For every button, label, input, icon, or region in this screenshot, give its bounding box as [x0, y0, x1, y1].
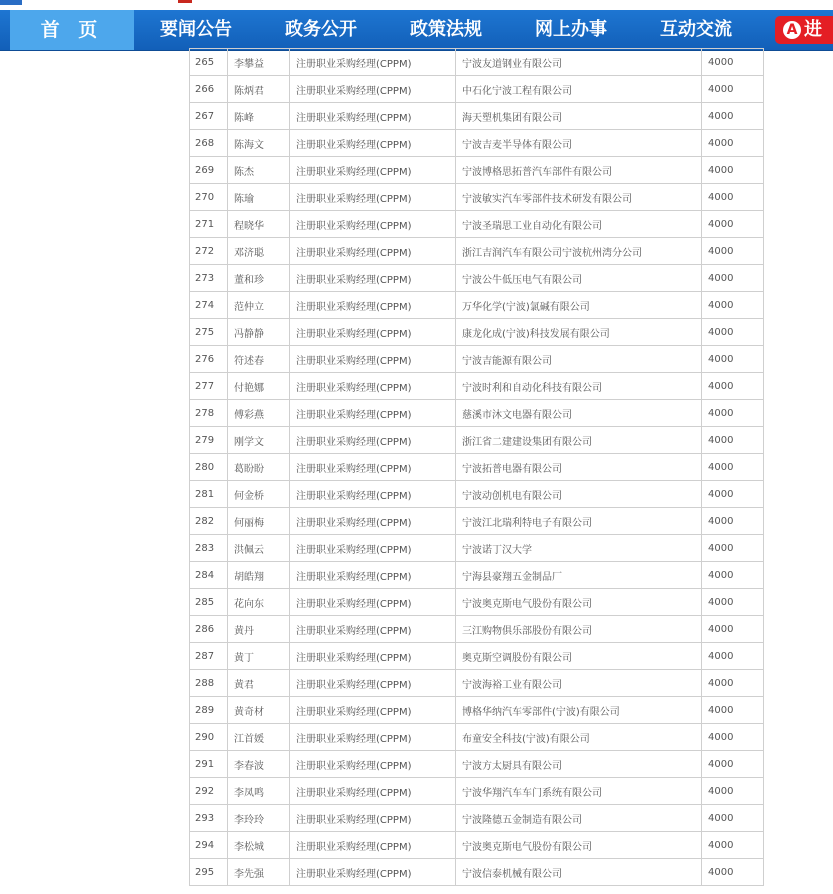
company-cell: 宁波拓普电器有限公司 — [456, 454, 702, 481]
company-cell: 慈溪市沐文电器有限公司 — [456, 400, 702, 427]
qualification-cell: 注册职业采购经理(CPPM) — [290, 319, 456, 346]
row-number-cell: 270 — [190, 184, 228, 211]
qualification-cell: 注册职业采购经理(CPPM) — [290, 76, 456, 103]
results-table-body — [190, 49, 764, 886]
amount-cell: 4000 — [702, 508, 764, 535]
amount-cell: 4000 — [702, 697, 764, 724]
qualification-cell: 注册职业采购经理(CPPM) — [290, 427, 456, 454]
name-cell: 葛盼盼 — [228, 454, 290, 481]
qualification-cell: 注册职业采购经理(CPPM) — [290, 373, 456, 400]
amount-cell: 4000 — [702, 157, 764, 184]
row-number-cell: 292 — [190, 778, 228, 805]
name-cell: 陈瑜 — [228, 184, 290, 211]
amount-cell: 4000 — [702, 427, 764, 454]
amount-cell: 4000 — [702, 616, 764, 643]
company-cell: 宁波奥克斯电气股份有限公司 — [456, 832, 702, 859]
table-row — [190, 103, 764, 130]
qualification-cell: 注册职业采购经理(CPPM) — [290, 292, 456, 319]
row-number-cell: 266 — [190, 76, 228, 103]
amount-cell: 4000 — [702, 373, 764, 400]
amount-cell: 4000 — [702, 724, 764, 751]
name-cell: 黄丹 — [228, 616, 290, 643]
enter-icon: A — [783, 21, 801, 39]
table-row — [190, 49, 764, 76]
qualification-cell: 注册职业采购经理(CPPM) — [290, 103, 456, 130]
qualification-cell: 注册职业采购经理(CPPM) — [290, 157, 456, 184]
table-row — [190, 805, 764, 832]
row-number-cell: 285 — [190, 589, 228, 616]
amount-cell: 4000 — [702, 265, 764, 292]
name-cell: 付艳娜 — [228, 373, 290, 400]
company-cell: 宁波博格思拓普汽车部件有限公司 — [456, 157, 702, 184]
qualification-cell: 注册职业采购经理(CPPM) — [290, 238, 456, 265]
qualification-cell: 注册职业采购经理(CPPM) — [290, 481, 456, 508]
table-row — [190, 454, 764, 481]
nav-home[interactable]: 首 页 — [10, 10, 134, 50]
results-table-container — [189, 48, 764, 886]
name-cell: 邓济聪 — [228, 238, 290, 265]
company-cell: 宁波圣瑞思工业自动化有限公司 — [456, 211, 702, 238]
company-cell: 浙江省二建建设集团有限公司 — [456, 427, 702, 454]
company-cell: 宁波海裕工业有限公司 — [456, 670, 702, 697]
amount-cell: 4000 — [702, 49, 764, 76]
amount-cell: 4000 — [702, 805, 764, 832]
row-number-cell: 291 — [190, 751, 228, 778]
table-row — [190, 832, 764, 859]
row-number-cell: 284 — [190, 562, 228, 589]
amount-cell: 4000 — [702, 319, 764, 346]
name-cell: 花向东 — [228, 589, 290, 616]
qualification-cell: 注册职业采购经理(CPPM) — [290, 211, 456, 238]
name-cell: 李玲玲 — [228, 805, 290, 832]
row-number-cell: 273 — [190, 265, 228, 292]
qualification-cell: 注册职业采购经理(CPPM) — [290, 130, 456, 157]
name-cell: 黄丁 — [228, 643, 290, 670]
company-cell: 宁波信泰机械有限公司 — [456, 859, 702, 886]
table-row — [190, 292, 764, 319]
row-number-cell: 269 — [190, 157, 228, 184]
row-number-cell: 280 — [190, 454, 228, 481]
name-cell: 何金桥 — [228, 481, 290, 508]
table-row — [190, 535, 764, 562]
amount-cell: 4000 — [702, 670, 764, 697]
amount-cell: 4000 — [702, 589, 764, 616]
nav-item-interaction[interactable]: 互动交流 — [660, 19, 732, 40]
company-cell: 宁波诺丁汉大学 — [456, 535, 702, 562]
enter-button[interactable] — [775, 16, 833, 44]
company-cell: 博格华纳汽车零部件(宁波)有限公司 — [456, 697, 702, 724]
qualification-cell: 注册职业采购经理(CPPM) — [290, 265, 456, 292]
table-row — [190, 157, 764, 184]
name-cell: 李春波 — [228, 751, 290, 778]
table-row — [190, 76, 764, 103]
qualification-cell: 注册职业采购经理(CPPM) — [290, 535, 456, 562]
company-cell: 浙江吉润汽车有限公司宁波杭州湾分公司 — [456, 238, 702, 265]
row-number-cell: 268 — [190, 130, 228, 157]
nav-item-news[interactable]: 要闻公告 — [160, 19, 232, 40]
amount-cell: 4000 — [702, 292, 764, 319]
company-cell: 宁波江北瑞利特电子有限公司 — [456, 508, 702, 535]
name-cell: 江首媛 — [228, 724, 290, 751]
row-number-cell: 278 — [190, 400, 228, 427]
company-cell: 海天塑机集团有限公司 — [456, 103, 702, 130]
table-row — [190, 319, 764, 346]
row-number-cell: 272 — [190, 238, 228, 265]
table-row — [190, 589, 764, 616]
amount-cell: 4000 — [702, 751, 764, 778]
qualification-cell: 注册职业采购经理(CPPM) — [290, 562, 456, 589]
table-row — [190, 697, 764, 724]
nav-item-policy[interactable]: 政策法规 — [410, 19, 482, 40]
table-row — [190, 427, 764, 454]
company-cell: 宁波动创机电有限公司 — [456, 481, 702, 508]
name-cell: 陈杰 — [228, 157, 290, 184]
name-cell: 刚学文 — [228, 427, 290, 454]
qualification-cell: 注册职业采购经理(CPPM) — [290, 400, 456, 427]
qualification-cell: 注册职业采购经理(CPPM) — [290, 697, 456, 724]
qualification-cell: 注册职业采购经理(CPPM) — [290, 184, 456, 211]
name-cell: 李松城 — [228, 832, 290, 859]
company-cell: 布童安全科技(宁波)有限公司 — [456, 724, 702, 751]
company-cell: 宁波敏实汽车零部件技术研发有限公司 — [456, 184, 702, 211]
table-row — [190, 508, 764, 535]
table-row — [190, 724, 764, 751]
company-cell: 宁海县豪翔五金制品厂 — [456, 562, 702, 589]
name-cell: 洪佩云 — [228, 535, 290, 562]
amount-cell: 4000 — [702, 130, 764, 157]
row-number-cell: 279 — [190, 427, 228, 454]
nav-item-gov-affairs[interactable]: 政务公开 — [285, 19, 357, 40]
qualification-cell: 注册职业采购经理(CPPM) — [290, 589, 456, 616]
amount-cell: 4000 — [702, 346, 764, 373]
name-cell: 范仲立 — [228, 292, 290, 319]
qualification-cell: 注册职业采购经理(CPPM) — [290, 724, 456, 751]
amount-cell: 4000 — [702, 832, 764, 859]
qualification-cell: 注册职业采购经理(CPPM) — [290, 508, 456, 535]
amount-cell: 4000 — [702, 481, 764, 508]
name-cell: 黄君 — [228, 670, 290, 697]
row-number-cell: 276 — [190, 346, 228, 373]
name-cell: 何丽梅 — [228, 508, 290, 535]
name-cell: 冯静静 — [228, 319, 290, 346]
row-number-cell: 271 — [190, 211, 228, 238]
company-cell: 宁波时利和自动化科技有限公司 — [456, 373, 702, 400]
table-row — [190, 481, 764, 508]
table-row — [190, 184, 764, 211]
table-row — [190, 562, 764, 589]
amount-cell: 4000 — [702, 238, 764, 265]
nav-item-online-service[interactable]: 网上办事 — [535, 19, 607, 40]
table-row — [190, 751, 764, 778]
results-table — [189, 48, 764, 886]
amount-cell: 4000 — [702, 400, 764, 427]
amount-cell: 4000 — [702, 535, 764, 562]
row-number-cell: 290 — [190, 724, 228, 751]
row-number-cell: 275 — [190, 319, 228, 346]
name-cell: 李先强 — [228, 859, 290, 886]
amount-cell: 4000 — [702, 859, 764, 886]
table-row — [190, 211, 764, 238]
table-row — [190, 670, 764, 697]
name-cell: 陈炳君 — [228, 76, 290, 103]
amount-cell: 4000 — [702, 562, 764, 589]
amount-cell: 4000 — [702, 211, 764, 238]
amount-cell: 4000 — [702, 184, 764, 211]
company-cell: 宁波公牛低压电气有限公司 — [456, 265, 702, 292]
name-cell: 黄奇材 — [228, 697, 290, 724]
table-row — [190, 265, 764, 292]
company-cell: 宁波友道钢业有限公司 — [456, 49, 702, 76]
company-cell: 三江购物俱乐部股份有限公司 — [456, 616, 702, 643]
top-strip — [0, 0, 833, 8]
qualification-cell: 注册职业采购经理(CPPM) — [290, 346, 456, 373]
row-number-cell: 294 — [190, 832, 228, 859]
table-row — [190, 130, 764, 157]
table-row — [190, 346, 764, 373]
qualification-cell: 注册职业采购经理(CPPM) — [290, 616, 456, 643]
table-row — [190, 778, 764, 805]
header-accent — [0, 0, 22, 5]
amount-cell: 4000 — [702, 778, 764, 805]
row-number-cell: 282 — [190, 508, 228, 535]
qualification-cell: 注册职业采购经理(CPPM) — [290, 49, 456, 76]
row-number-cell: 265 — [190, 49, 228, 76]
amount-cell: 4000 — [702, 103, 764, 130]
qualification-cell: 注册职业采购经理(CPPM) — [290, 670, 456, 697]
table-row — [190, 373, 764, 400]
row-number-cell: 287 — [190, 643, 228, 670]
amount-cell: 4000 — [702, 643, 764, 670]
amount-cell: 4000 — [702, 454, 764, 481]
qualification-cell: 注册职业采购经理(CPPM) — [290, 832, 456, 859]
row-number-cell: 283 — [190, 535, 228, 562]
table-row — [190, 616, 764, 643]
name-cell: 董和珍 — [228, 265, 290, 292]
qualification-cell: 注册职业采购经理(CPPM) — [290, 805, 456, 832]
row-number-cell: 281 — [190, 481, 228, 508]
table-row — [190, 238, 764, 265]
name-cell: 傅彩燕 — [228, 400, 290, 427]
row-number-cell: 267 — [190, 103, 228, 130]
company-cell: 宁波吉能源有限公司 — [456, 346, 702, 373]
main-nav-bar — [0, 10, 833, 51]
qualification-cell: 注册职业采购经理(CPPM) — [290, 643, 456, 670]
name-cell: 陈峰 — [228, 103, 290, 130]
table-row — [190, 643, 764, 670]
company-cell: 中石化宁波工程有限公司 — [456, 76, 702, 103]
name-cell: 程晓华 — [228, 211, 290, 238]
name-cell: 符述春 — [228, 346, 290, 373]
row-number-cell: 277 — [190, 373, 228, 400]
table-row — [190, 400, 764, 427]
company-cell: 宁波隆德五金制造有限公司 — [456, 805, 702, 832]
company-cell: 万华化学(宁波)氯碱有限公司 — [456, 292, 702, 319]
enter-label: 进 — [804, 19, 822, 40]
company-cell: 宁波方太厨具有限公司 — [456, 751, 702, 778]
row-number-cell: 293 — [190, 805, 228, 832]
qualification-cell: 注册职业采购经理(CPPM) — [290, 751, 456, 778]
company-cell: 宁波华翔汽车车门系统有限公司 — [456, 778, 702, 805]
company-cell: 宁波奥克斯电气股份有限公司 — [456, 589, 702, 616]
row-number-cell: 289 — [190, 697, 228, 724]
header-accent-red — [178, 0, 192, 3]
table-row — [190, 859, 764, 886]
row-number-cell: 288 — [190, 670, 228, 697]
qualification-cell: 注册职业采购经理(CPPM) — [290, 454, 456, 481]
name-cell: 陈海文 — [228, 130, 290, 157]
qualification-cell: 注册职业采购经理(CPPM) — [290, 778, 456, 805]
row-number-cell: 286 — [190, 616, 228, 643]
row-number-cell: 274 — [190, 292, 228, 319]
amount-cell: 4000 — [702, 76, 764, 103]
row-number-cell: 295 — [190, 859, 228, 886]
company-cell: 宁波吉麦半导体有限公司 — [456, 130, 702, 157]
name-cell: 李攀益 — [228, 49, 290, 76]
name-cell: 李凤鸣 — [228, 778, 290, 805]
qualification-cell: 注册职业采购经理(CPPM) — [290, 859, 456, 886]
name-cell: 胡皓翔 — [228, 562, 290, 589]
company-cell: 奥克斯空调股份有限公司 — [456, 643, 702, 670]
company-cell: 康龙化成(宁波)科技发展有限公司 — [456, 319, 702, 346]
